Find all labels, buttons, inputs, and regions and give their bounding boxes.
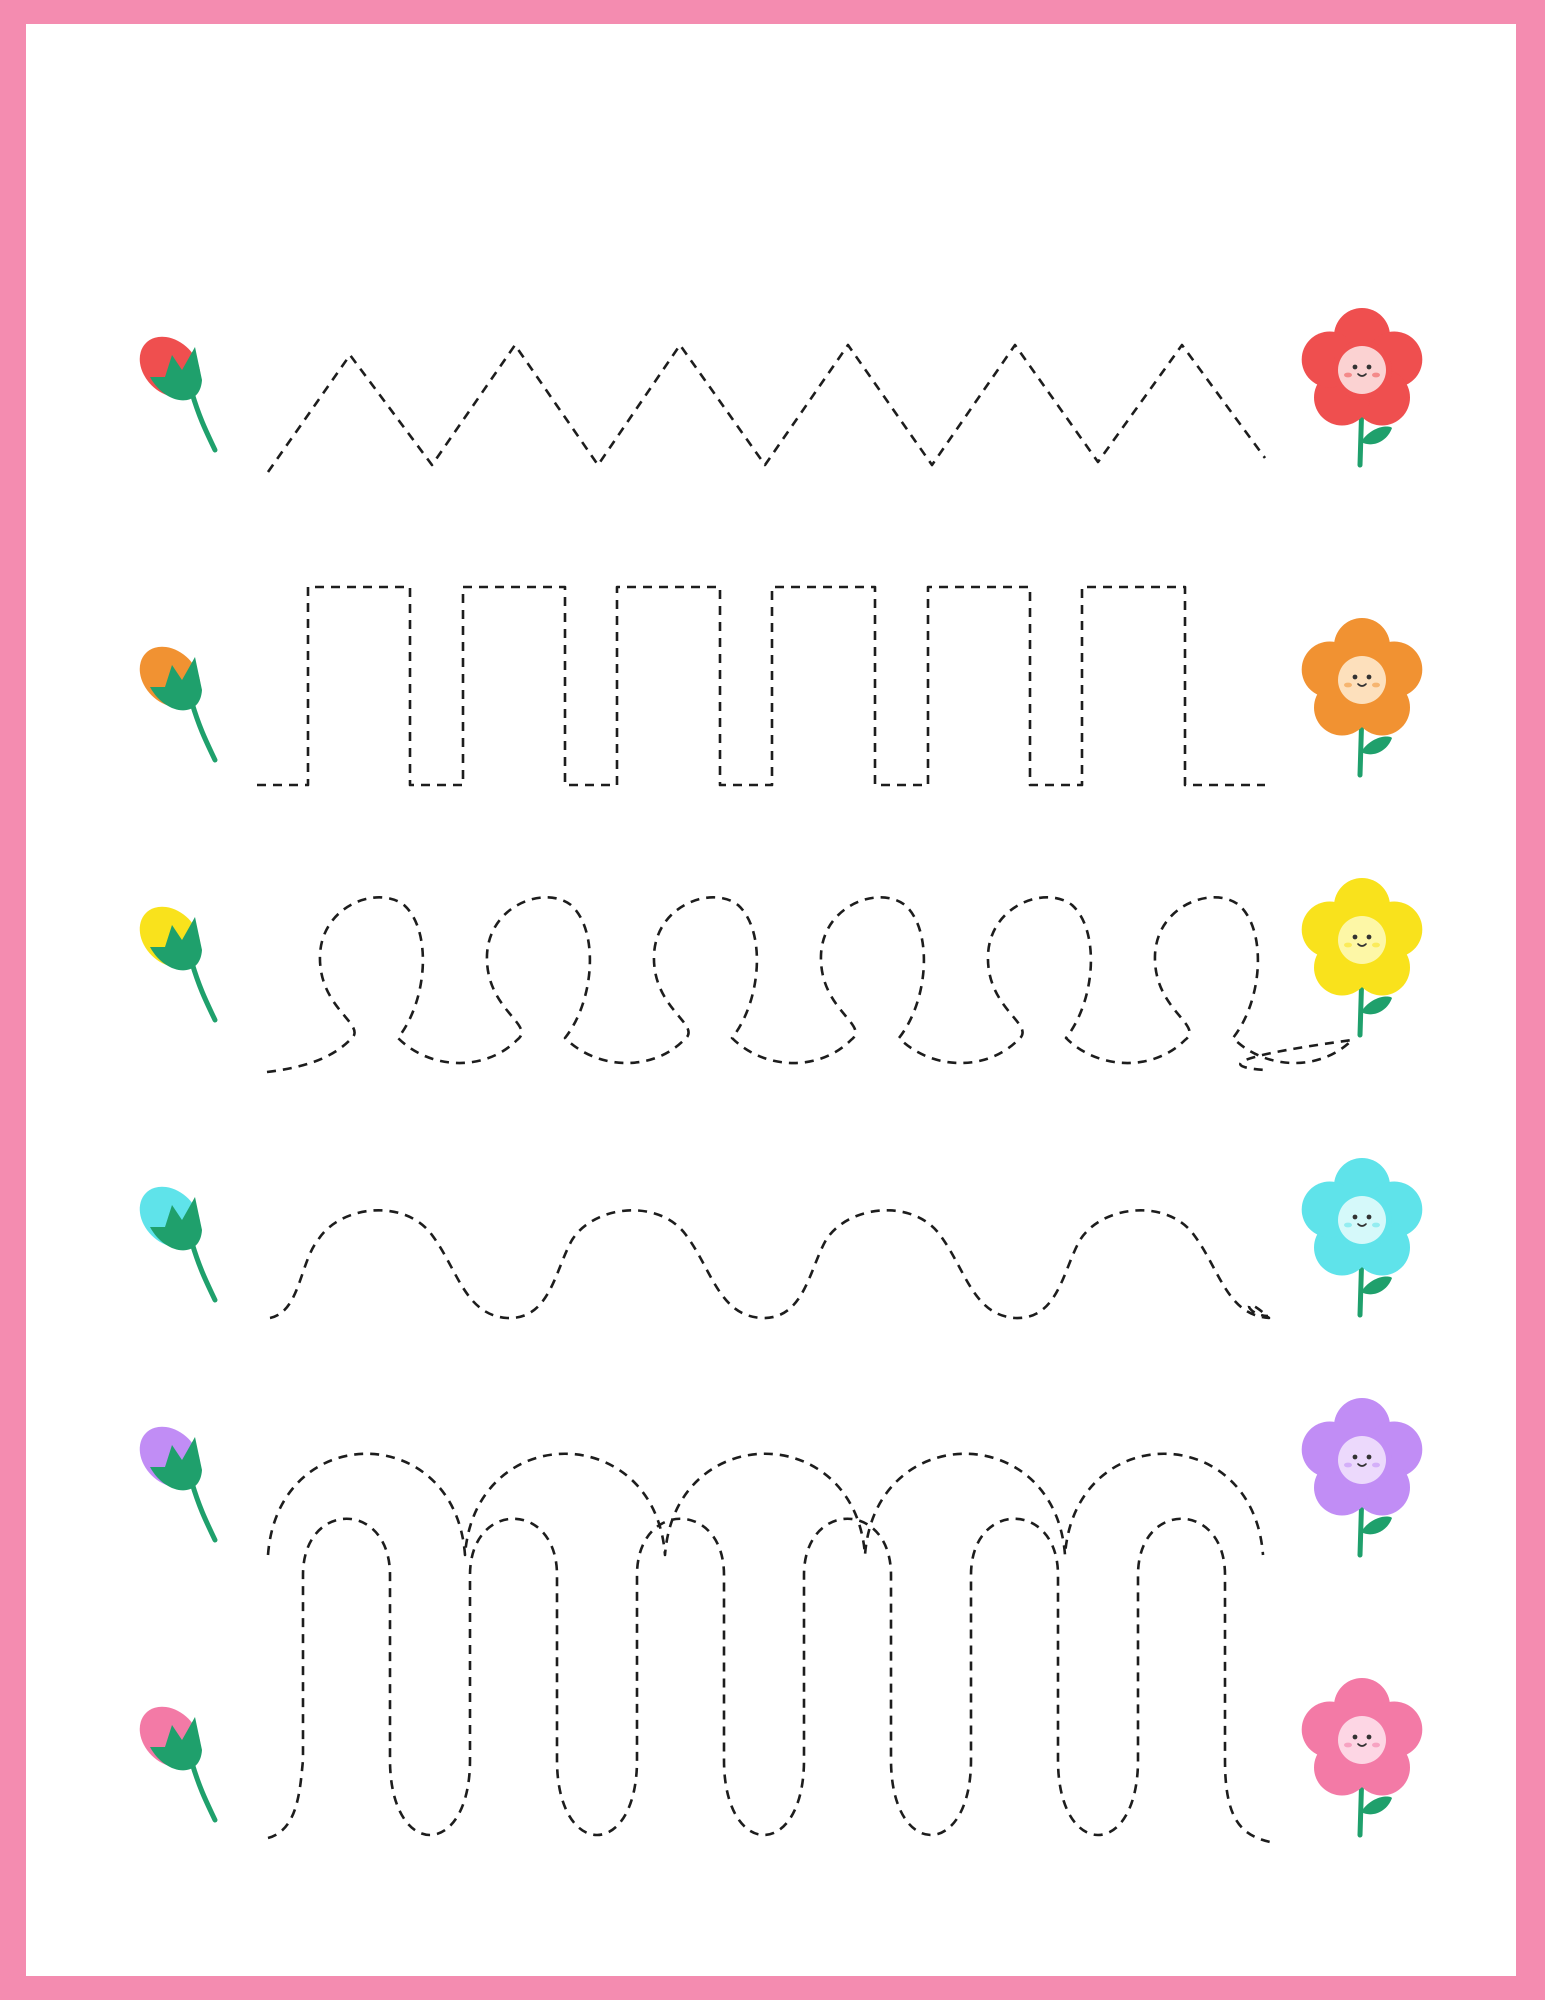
tracing-line-waves[interactable] <box>270 1210 1269 1318</box>
flower-icon <box>1302 618 1423 775</box>
tracing-line-zigzag[interactable] <box>268 345 1265 472</box>
flower-icon <box>1302 1678 1423 1835</box>
flower-icon <box>1302 1158 1423 1315</box>
bud-icon <box>128 1175 215 1300</box>
tracing-line-square[interactable] <box>257 587 1265 785</box>
bud-icon <box>128 325 215 450</box>
bud-icon <box>128 635 215 760</box>
flower-icon <box>1302 1398 1423 1555</box>
flower-icon <box>1302 308 1423 465</box>
tracing-line-loops[interactable] <box>267 897 1352 1072</box>
bud-icon <box>128 895 215 1020</box>
bud-icon <box>128 1695 215 1820</box>
tracing-line-scallop[interactable] <box>268 1454 1263 1555</box>
bud-icon <box>128 1415 215 1540</box>
flower-icon <box>1302 878 1423 1035</box>
tracing-line-arches[interactable] <box>268 1519 1270 1842</box>
